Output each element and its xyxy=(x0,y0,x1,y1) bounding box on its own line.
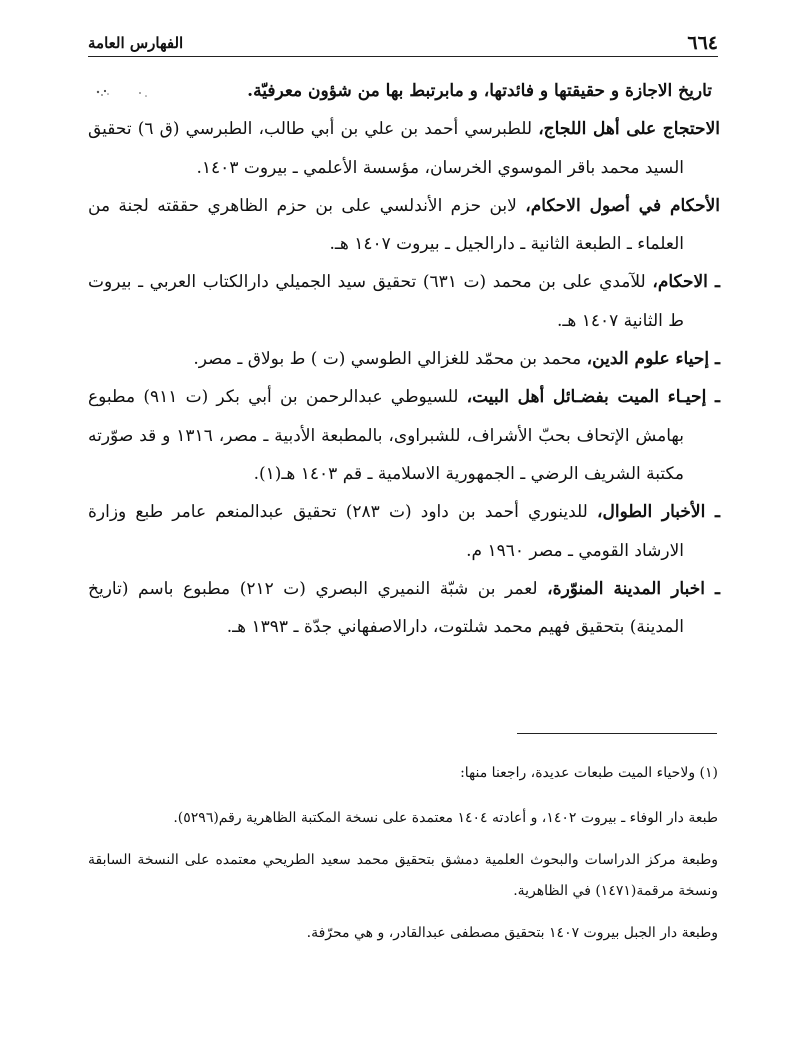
entry-text: للدينوري أحمد بن داود (ت ٢٨٣) تحقيق عبدالمنعم عامر طبع وزارة الارشاد القومي ـ مصر ١٩٦٠ م. xyxy=(88,502,684,561)
footnote-line: وطبعة دار الجبل بيروت ١٤٠٧ بتحقيق مصطفى عبدالقادر، و هي محرّفة. xyxy=(306,925,718,941)
page-number: ٦٦٤ xyxy=(687,32,718,54)
bibliography-entry xyxy=(88,187,720,264)
entry-text: للآمدي على بن محمد (ت ٦٣١) تحقيق سيد الجميلي دارالكتاب العربي ـ بيروت ط الثانية ١٤٠٧ هـ. xyxy=(88,272,684,331)
footnote-separator xyxy=(517,733,717,734)
bibliography-entry xyxy=(88,570,720,647)
entry-title: ـ الاحكام، xyxy=(652,272,720,293)
entry-text: لعمر بن شبّة النميري البصري (ت ٢١٢) مطبوع باسم (تاريخ المدينة) بتحقيق فهيم محمد شلتوت، دارالاصفهاني جدّة ـ ١٣٩٣ هـ. xyxy=(88,578,684,638)
bibliography-entry xyxy=(88,340,720,378)
footnote-line: وطبعة مركز الدراسات والبحوث العلمية دمشق بتحقيق محمد سعيد الطريحي معتمده على النسخة السابقة ونسخة مرقمة(١٤٧١) في الظاهرية. xyxy=(88,852,718,899)
bibliography-entries xyxy=(88,72,720,646)
bibliography-entry xyxy=(88,72,720,110)
running-header xyxy=(88,30,718,57)
entry-title: الأحكام في أصول الاحكام، xyxy=(525,195,720,216)
bibliography-entry xyxy=(88,263,720,340)
entry-text: تاريخ الاجازة و حقيقتها و فائدتها، و مابرتبط بها من شؤون معرفيّة. xyxy=(247,81,712,101)
bibliography-entry xyxy=(88,493,720,570)
entry-text: للسيوطي عبدالرحمن بن أبي بكر (ت ٩١١) مطبوع بهامش الإتحاف بحبّ الأشراف، للشبراوى، بالمطبعة الأدبية ـ مصر، ١٣١٦ و قد صوّرته مكتبة الشريف الرضي ـ الجمهورية الاسلامية ـ قم ١٤٠٣ هـ(١). xyxy=(88,387,684,484)
entry-title: ـ إحياء علوم الدين، xyxy=(586,349,720,370)
running-title: الفهارس العامة xyxy=(88,34,184,52)
footnote-head: (١) ولاحياء الميت طبعات عديدة، راجعنا منها: xyxy=(460,765,718,781)
entry-text: لابن حزم الأندلسي على بن حزم الظاهري حققته لجنة من العلماء ـ الطبعة الثانية ـ دارالجيل ـ بيروت ١٤٠٧ هـ. xyxy=(88,195,684,255)
entry-text: للطبرسي أحمد بن علي بن أبي طالب، الطبرسي (ق ٦) تحقيق السيد محمد باقر الموسوي الخرسان، مؤسسة الأعلمي ـ بيروت ١٤٠٣. xyxy=(88,119,684,178)
bibliography-entry xyxy=(88,378,720,493)
footnote-line: طبعة دار الوفاء ـ بيروت ١٤٠٢، و أعادته ١٤٠٤ معتمدة على نسخة المكتبة الظاهرية رقم(٥٢٩٦). xyxy=(173,810,718,826)
entry-title: الاحتجاج على أهل اللجاج، xyxy=(538,119,720,140)
bibliography-entry xyxy=(88,110,720,187)
entry-title: ـ الأخبار الطوال، xyxy=(597,502,720,523)
entry-text: محمد بن محمّد للغزالي الطوسي (ت ) ط بولاق ـ مصر. xyxy=(193,349,587,370)
footnotes xyxy=(88,758,718,960)
entry-title: ـ إحيـاء الميت بفضـائل أهل البيت، xyxy=(466,387,720,408)
entry-title: ـ اخبار المدينة المنوّرة، xyxy=(547,578,720,599)
